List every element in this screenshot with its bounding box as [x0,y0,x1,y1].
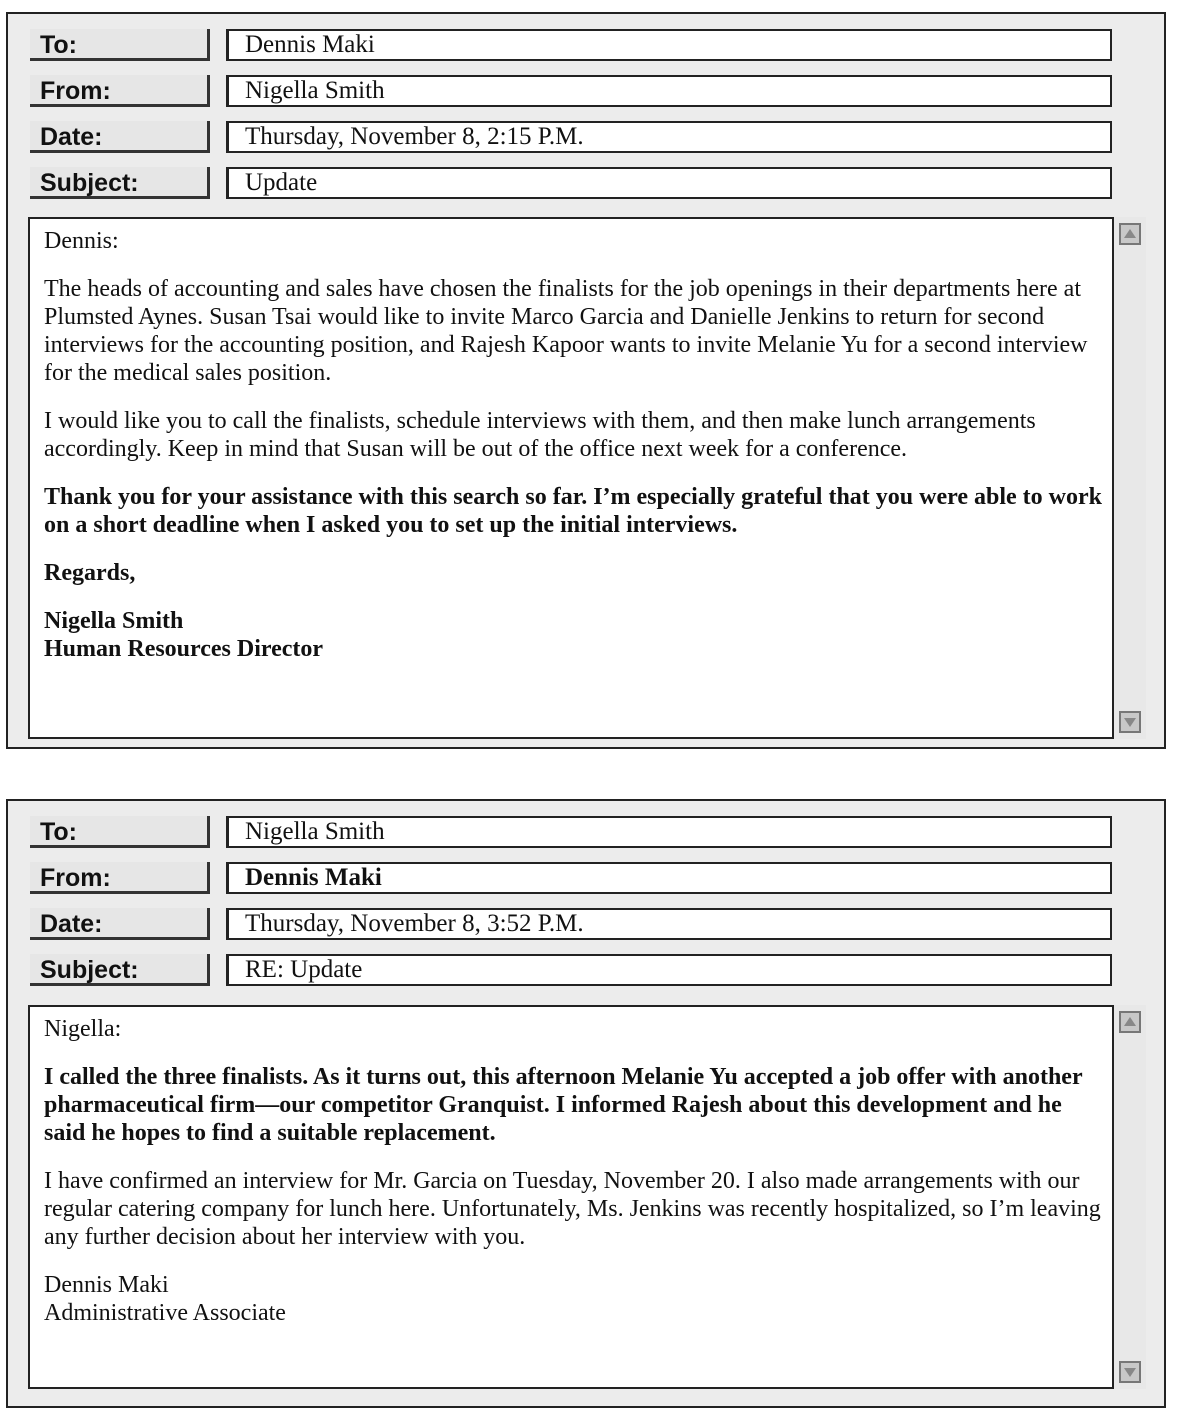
date-row [30,121,1112,157]
scroll-down-button[interactable] [1119,711,1141,733]
greeting: Dennis: [44,228,119,254]
body-paragraph-1: The heads of accounting and sales have chosen the finalists for the job openings in their departments here at Plumsted Aynes. Susan Tsai would like to invite Marco Garcia and Danielle Jenkins to return for second interviews for the accounting position, and Rajesh Kapoor wants to invite Melanie Yu for a second interview for the medical sales position. [44,276,1088,386]
email-window-1 [6,12,1166,749]
scroll-down-button[interactable] [1119,1361,1141,1383]
to-field[interactable]: Nigella Smith [226,816,1112,848]
triangle-up-icon [1121,225,1139,243]
subject-row [30,167,1112,203]
triangle-down-icon [1121,713,1139,731]
date-label: Date: [30,908,210,940]
from-label: From: [30,75,210,107]
subject-label: Subject: [30,167,210,199]
triangle-up-icon [1121,1013,1139,1031]
to-label: To: [30,816,210,848]
scrollbar[interactable] [1112,217,1146,739]
triangle-down-icon [1121,1363,1139,1381]
from-row [30,75,1112,111]
from-field[interactable]: Dennis Maki [226,862,1112,894]
subject-row [30,954,1112,990]
body-paragraph-1: I called the three finalists. As it turns out, this afternoon Melanie Yu accepted a job offer with another pharmaceutical firm—our competitor Granquist. I informed Rajesh about this development and he said he hopes to find a suitable replacement. [44,1064,1083,1146]
to-field[interactable]: Dennis Maki [226,29,1112,61]
scroll-up-button[interactable] [1119,1011,1141,1033]
to-row [30,29,1112,65]
subject-label: Subject: [30,954,210,986]
signature-title: Human Resources Director [44,636,324,662]
signature-title: Administrative Associate [44,1300,286,1326]
subject-field[interactable]: Update [226,167,1112,199]
scroll-up-button[interactable] [1119,223,1141,245]
message-body[interactable] [28,217,1120,739]
from-field[interactable]: Nigella Smith [226,75,1112,107]
body-paragraph-2: I have confirmed an interview for Mr. Garcia on Tuesday, November 20. I also made arrangements with our regular catering company for lunch here. Unfortunately, Ms. Jenkins was recently hospitalized, so I’m leaving any further decision about her interview with you. [44,1168,1101,1250]
from-label: From: [30,862,210,894]
closing: Regards, [44,560,136,586]
date-field[interactable]: Thursday, November 8, 2:15 P.M. [226,121,1112,153]
to-row [30,816,1112,852]
date-row [30,908,1112,944]
signature-name: Nigella Smith [44,608,184,634]
greeting: Nigella: [44,1016,122,1042]
to-label: To: [30,29,210,61]
message-body[interactable] [28,1005,1120,1389]
body-paragraph-2: I would like you to call the finalists, schedule interviews with them, and then make lunch arrangements accordingly. Keep in mind that Susan will be out of the office next week for a conference. [44,408,1036,462]
subject-field[interactable]: RE: Update [226,954,1112,986]
from-row [30,862,1112,898]
date-field[interactable]: Thursday, November 8, 3:52 P.M. [226,908,1112,940]
date-label: Date: [30,121,210,153]
scrollbar[interactable] [1112,1005,1146,1389]
body-paragraph-3: Thank you for your assistance with this search so far. I’m especially grateful that you were able to work on a short deadline when I asked you to set up the initial interviews. [44,484,1102,538]
email-window-2 [6,799,1166,1408]
signature-name: Dennis Maki [44,1272,169,1298]
